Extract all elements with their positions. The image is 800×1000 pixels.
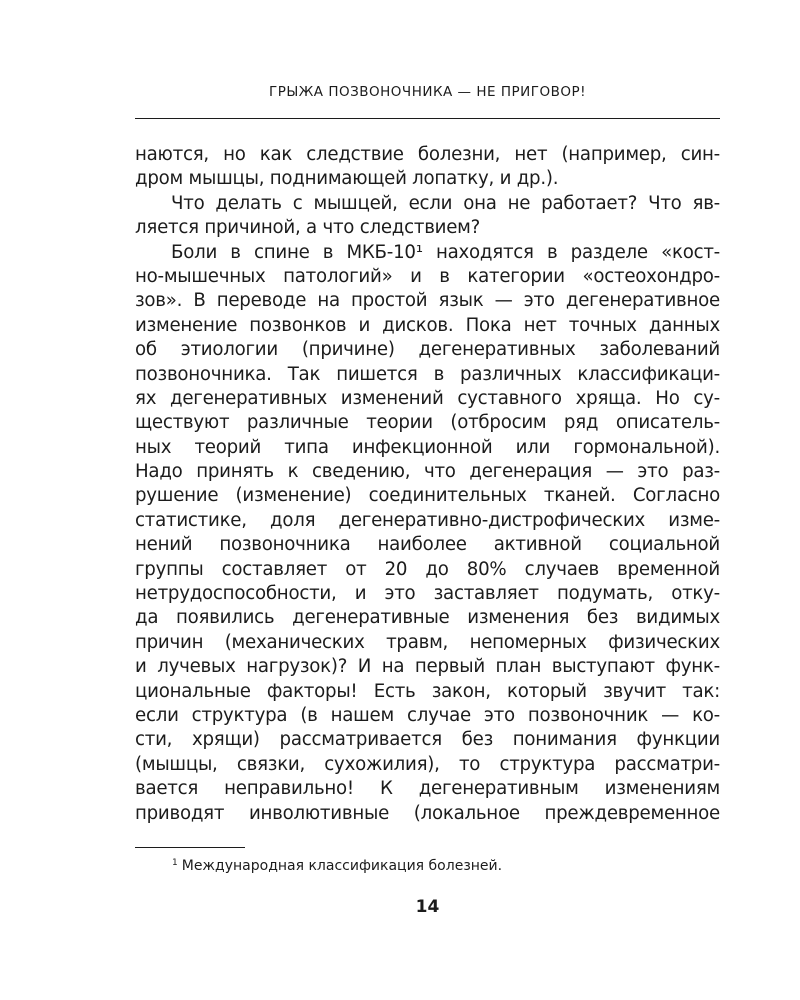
text-line: зов». В переводе на простой язык — это дегенеративное	[135, 290, 720, 312]
text-line: сти, хрящи) рассматривается без понимания функции	[135, 729, 720, 751]
footnote-text: Международная классификация болезней.	[181, 858, 503, 874]
text-line: но-мышечных патологий» и в категории «остеохондро-	[135, 265, 720, 287]
footnote	[172, 854, 502, 875]
text-line: нений позвоночника наиболее активной социальной	[135, 534, 720, 556]
text-line: (мышцы, связки, сухожилия), то структура рассматри-	[135, 753, 720, 775]
body-text	[135, 143, 720, 826]
text-line: приводят инволютивные (локальное преждевременное	[135, 802, 720, 824]
text-line: группы составляет от 20 до 80% случаев временной	[135, 558, 720, 580]
text-line: позвоночника. Так пишется в различных классификаци-	[135, 363, 720, 385]
text-line: причин (механических травм, непомерных физических	[135, 631, 720, 653]
text-line: Боли в спине в МКБ-10¹ находятся в разделе «кост-	[171, 241, 720, 263]
text-line: ляется причиной, а что следствием?	[135, 217, 481, 239]
text-line: ных теорий типа инфекционной или гормональной).	[135, 436, 720, 458]
page-number: 14	[415, 897, 440, 917]
text-line: ществуют различные теории (отбросим ряд описатель-	[135, 412, 720, 434]
footnote-divider	[135, 847, 245, 848]
header-divider	[135, 118, 720, 119]
text-line: дром мышцы, поднимающей лопатку, и др.).	[135, 168, 559, 190]
text-line: Надо принять к сведению, что дегенерация — это раз-	[135, 461, 720, 483]
footnote-marker: 1	[172, 858, 178, 868]
text-line: статистике, доля дегенеративно-дистрофических изме-	[135, 509, 720, 531]
text-line: ях дегенеративных изменений суставного хряща. Но су-	[135, 387, 720, 409]
text-line: вается неправильно! К дегенеративным изменениям	[135, 778, 720, 800]
text-line: об этиологии (причине) дегенеративных заболеваний	[135, 339, 720, 361]
text-line: да появились дегенеративные изменения без видимых	[135, 607, 720, 629]
text-line: и лучевых нагрузок)? И на первый план выступают функ-	[135, 656, 720, 678]
text-line: изменение позвонков и дисков. Пока нет точных данных	[135, 314, 720, 336]
text-line: наются, но как следствие болезни, нет (например, син-	[135, 144, 720, 165]
text-line: циональные факторы! Есть закон, который звучит так:	[135, 680, 720, 702]
text-line: нетрудоспособности, и это заставляет подумать, отку-	[135, 583, 720, 605]
text-line: рушение (изменение) соединительных тканей. Согласно	[135, 485, 720, 507]
running-title: ГРЫЖА ПОЗВОНОЧНИКА — НЕ ПРИГОВОР!	[268, 84, 587, 100]
text-line: если структура (в нашем случае это позвоночник — ко-	[135, 704, 720, 726]
text-line: Что делать с мышцей, если она не работает? Что яв-	[171, 192, 720, 214]
